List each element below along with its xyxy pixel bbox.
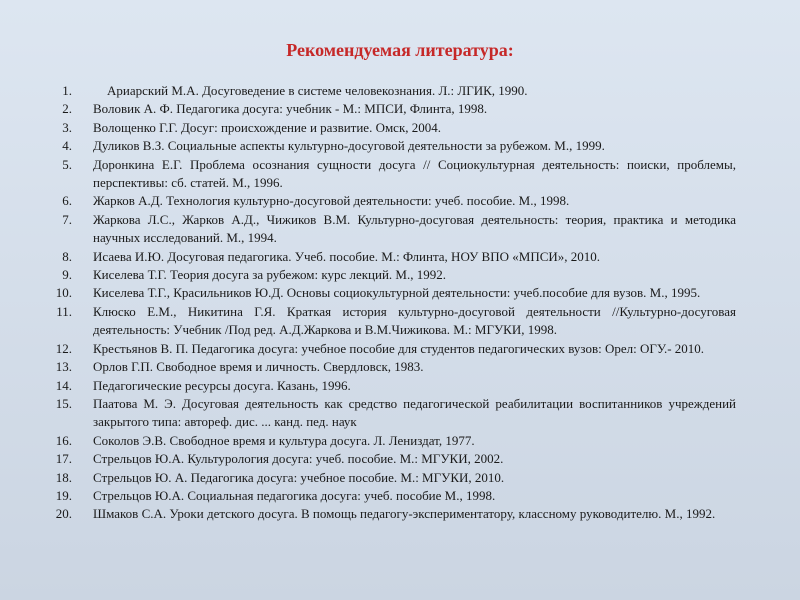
list-item <box>0 284 800 302</box>
list-item <box>0 100 800 118</box>
item-number: 14. <box>55 377 72 393</box>
list-item <box>0 487 800 505</box>
reference-list <box>0 82 800 524</box>
list-item <box>0 211 800 248</box>
list-item <box>0 469 800 487</box>
item-text: Шмаков С.А. Уроки детского досуга. В помощь педагогу-экспериментатору, классному руководителю. М., 1992. <box>93 506 716 522</box>
list-item <box>0 119 800 137</box>
list-item <box>0 432 800 450</box>
item-text: Ариарский М.А. Досуговедение в системе человекознания. Л.: ЛГИК, 1990. <box>107 83 528 98</box>
item-number: 17. <box>55 451 72 467</box>
item-text: Крестьянов В. П. Педагогика досуга: учебное пособие для студентов педагогических вузов: Орел: ОГУ.- 2010. <box>93 340 705 356</box>
item-number: 10. <box>55 285 72 301</box>
list-item <box>0 156 800 193</box>
list-item <box>0 340 800 358</box>
item-number: 6. <box>62 193 72 209</box>
item-number: 11. <box>56 303 72 319</box>
item-text: Волощенко Г.Г. Досуг: происхождение и развитие. Омск, 2004. <box>93 119 442 135</box>
item-number: 5. <box>62 156 72 172</box>
item-text: Орлов Г.П. Свободное время и личность. Свердловск, 1983. <box>93 359 424 375</box>
item-number: 3. <box>62 119 72 135</box>
item-text: Доронкина Е.Г. Проблема осознания сущности досуга // Социокультурная деятельность: поиски, проблемы, перспективы: сб. статей. М., 1996. <box>93 156 736 191</box>
item-number: 4. <box>62 138 72 154</box>
list-item <box>0 303 800 340</box>
item-number: 19. <box>55 487 72 503</box>
item-number: 8. <box>62 248 72 264</box>
item-number: 1. <box>62 83 72 98</box>
list-item <box>0 192 800 210</box>
list-item <box>0 137 800 155</box>
list-item <box>0 505 800 523</box>
item-number: 15. <box>55 395 72 411</box>
item-text: Киселева Т.Г. Теория досуга за рубежом: курс лекций. М., 1992. <box>93 267 446 283</box>
item-number: 16. <box>55 432 72 448</box>
item-number: 12. <box>55 340 72 356</box>
list-item <box>0 266 800 284</box>
item-text: Жаркова Л.С., Жарков А.Д., Чижиков В.М. Культурно-досуговая деятельность: теория, практика и методика научных исследований. М., 1994. <box>93 211 736 246</box>
list-item <box>0 248 800 266</box>
list-item <box>0 82 800 100</box>
item-text: Стрельцов Ю.А. Культурология досуга: учеб. пособие. М.: МГУКИ, 2002. <box>93 451 504 467</box>
item-text: Клюско Е.М., Никитина Г.Я. Краткая история культурно-досуговой деятельности //Культурно-досуговая деятельность: Учебник /Под ред. А.Д.Жаркова и В.М.Чижикова. М.: МГУКИ, 1998. <box>93 303 736 338</box>
item-number: 7. <box>62 211 72 227</box>
item-text: Дуликов В.З. Социальные аспекты культурно-досуговой деятельности за рубежом. М., 1999. <box>93 138 605 154</box>
item-number: 13. <box>55 359 72 375</box>
item-number: 20. <box>55 506 72 522</box>
page-title: Рекомендуемая литература: <box>286 40 514 60</box>
item-text: Стрельцов Ю.А. Социальная педагогика досуга: учеб. пособие М., 1998. <box>93 487 496 503</box>
item-text: Педагогические ресурсы досуга. Казань, 1996. <box>93 377 351 393</box>
item-text: Соколов Э.В. Свободное время и культура досуга. Л. Лениздат, 1977. <box>93 432 475 448</box>
item-text: Жарков А.Д. Технология культурно-досуговой деятельности: учеб. пособие. М., 1998. <box>93 193 570 209</box>
list-item <box>0 450 800 468</box>
item-text: Воловик А. Ф. Педагогика досуга: учебник - М.: МПСИ, Флинта, 1998. <box>93 101 488 117</box>
list-item <box>0 395 800 432</box>
list-item <box>0 377 800 395</box>
list-item <box>0 358 800 376</box>
item-number: 2. <box>62 101 72 117</box>
item-text: Киселева Т.Г., Красильников Ю.Д. Основы социокультурной деятельности: учеб.пособие для вузов. М., 1995. <box>93 285 701 301</box>
item-text: Стрельцов Ю. А. Педагогика досуга: учебное пособие. М.: МГУКИ, 2010. <box>93 469 505 485</box>
item-text: Исаева И.Ю. Досуговая педагогика. Учеб. пособие. М.: Флинта, НОУ ВПО «МПСИ», 2010. <box>93 248 601 264</box>
item-text: Паатова М. Э. Досуговая деятельность как средство педагогической реабилитации воспитанников учреждений закрытого типа: автореф. дис. ... канд. пед. наук <box>93 395 736 430</box>
item-number: 18. <box>55 469 72 485</box>
item-number: 9. <box>62 267 72 283</box>
